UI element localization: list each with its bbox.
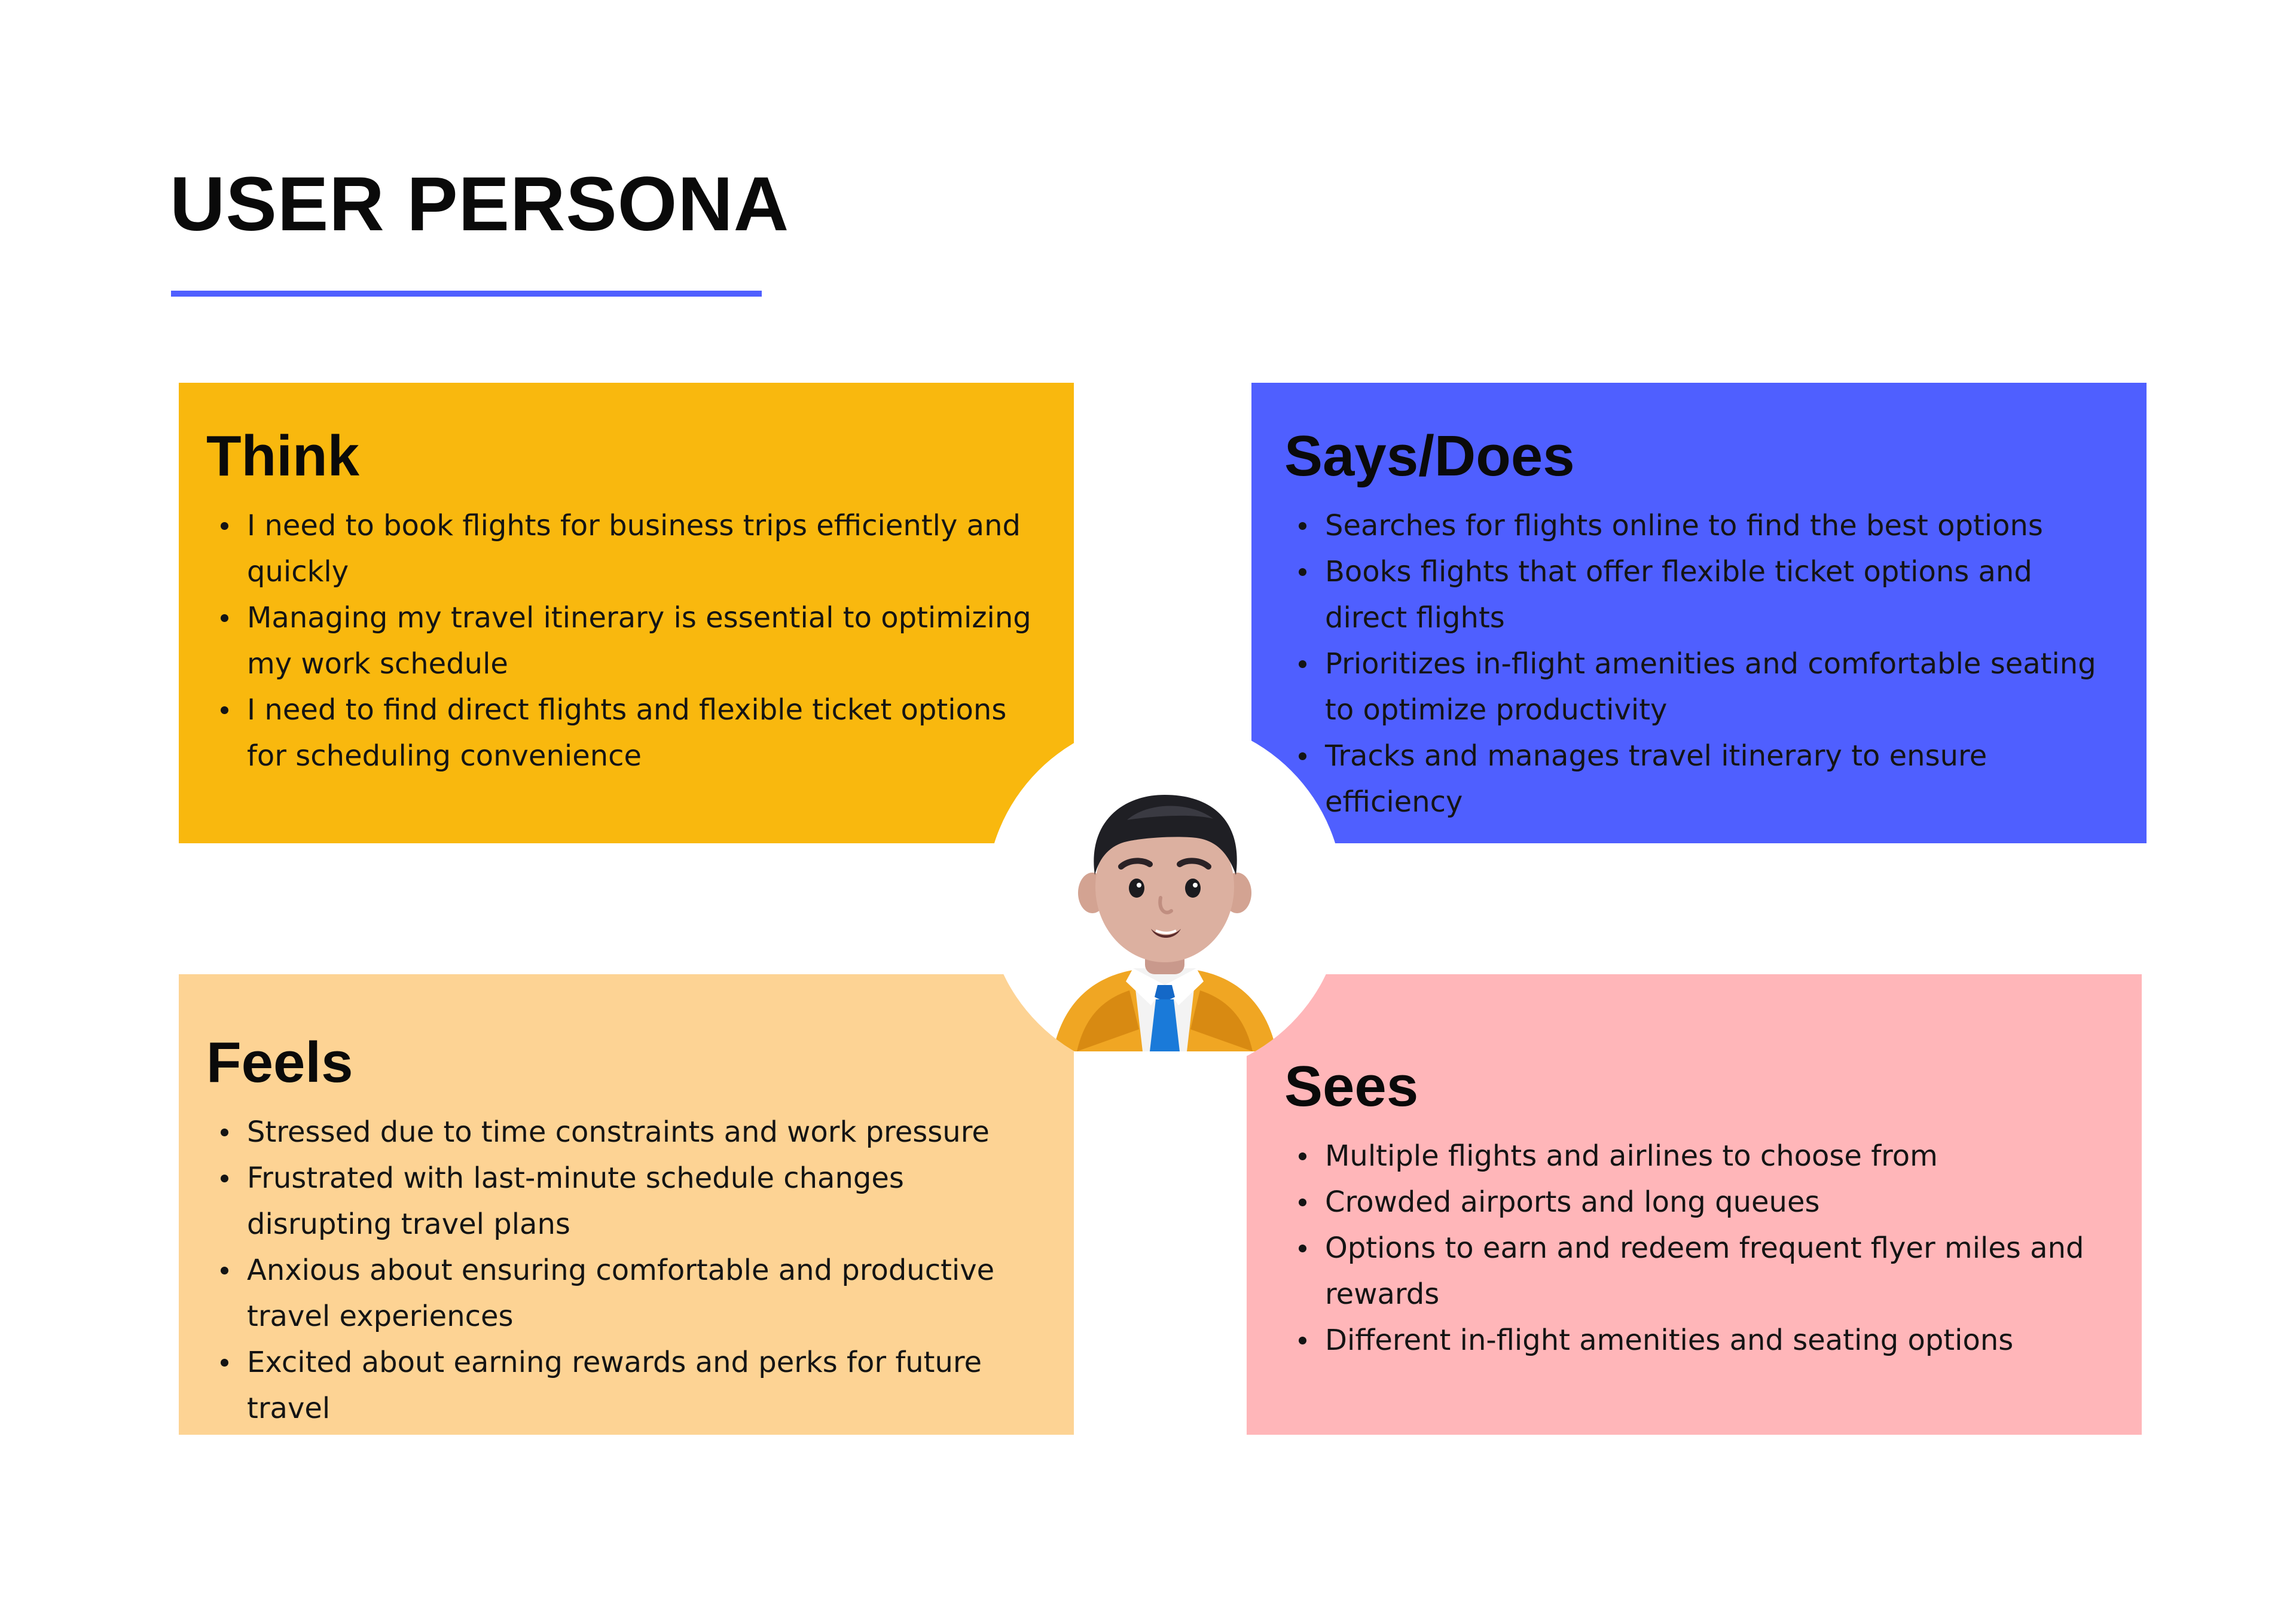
businessman-avatar-icon <box>986 718 1344 1076</box>
sees-quadrant <box>1247 974 2142 1435</box>
list-item: Excited about earning rewards and perks for future travel <box>247 1340 1045 1432</box>
list-item: Anxious about ensuring comfortable and productive travel experiences <box>247 1248 1045 1340</box>
think-quadrant <box>179 383 1074 843</box>
list-item: Prioritizes in-flight amenities and comfortable seating to optimize productivity <box>1325 641 2123 733</box>
think-heading: Think <box>206 424 359 488</box>
list-item: Crowded airports and long queues <box>1325 1179 2130 1225</box>
list-item: Frustrated with last-minute schedule changes disrupting travel plans <box>247 1155 1045 1248</box>
list-item: Searches for flights online to find the best options <box>1325 503 2123 549</box>
page-title: USER PERSONA <box>170 161 790 247</box>
says-does-list <box>1284 503 2123 825</box>
list-item: Books flights that offer flexible ticket options and direct flights <box>1325 549 2123 641</box>
think-list <box>206 503 1045 779</box>
list-item: I need to book flights for business trips efficiently and quickly <box>247 503 1045 595</box>
list-item: Different in-flight amenities and seating options <box>1325 1318 2130 1364</box>
avatar-circle <box>986 718 1344 1076</box>
feels-quadrant <box>179 974 1074 1435</box>
says-does-quadrant <box>1251 383 2147 843</box>
list-item: Tracks and manages travel itinerary to ensure efficiency <box>1325 733 2123 825</box>
title-underline <box>171 291 762 297</box>
list-item: Options to earn and redeem frequent flyer miles and rewards <box>1325 1225 2130 1318</box>
list-item: I need to find direct flights and flexible ticket options for scheduling convenience <box>247 687 1045 779</box>
sees-heading: Sees <box>1284 1054 1419 1118</box>
feels-heading: Feels <box>206 1030 353 1094</box>
feels-list <box>206 1109 1045 1432</box>
list-item: Managing my travel itinerary is essential to optimizing my work schedule <box>247 595 1045 687</box>
list-item: Stressed due to time constraints and work pressure <box>247 1109 1045 1155</box>
sees-list <box>1284 1133 2130 1364</box>
says-does-heading: Says/Does <box>1284 424 1575 488</box>
list-item: Multiple flights and airlines to choose from <box>1325 1133 2130 1179</box>
